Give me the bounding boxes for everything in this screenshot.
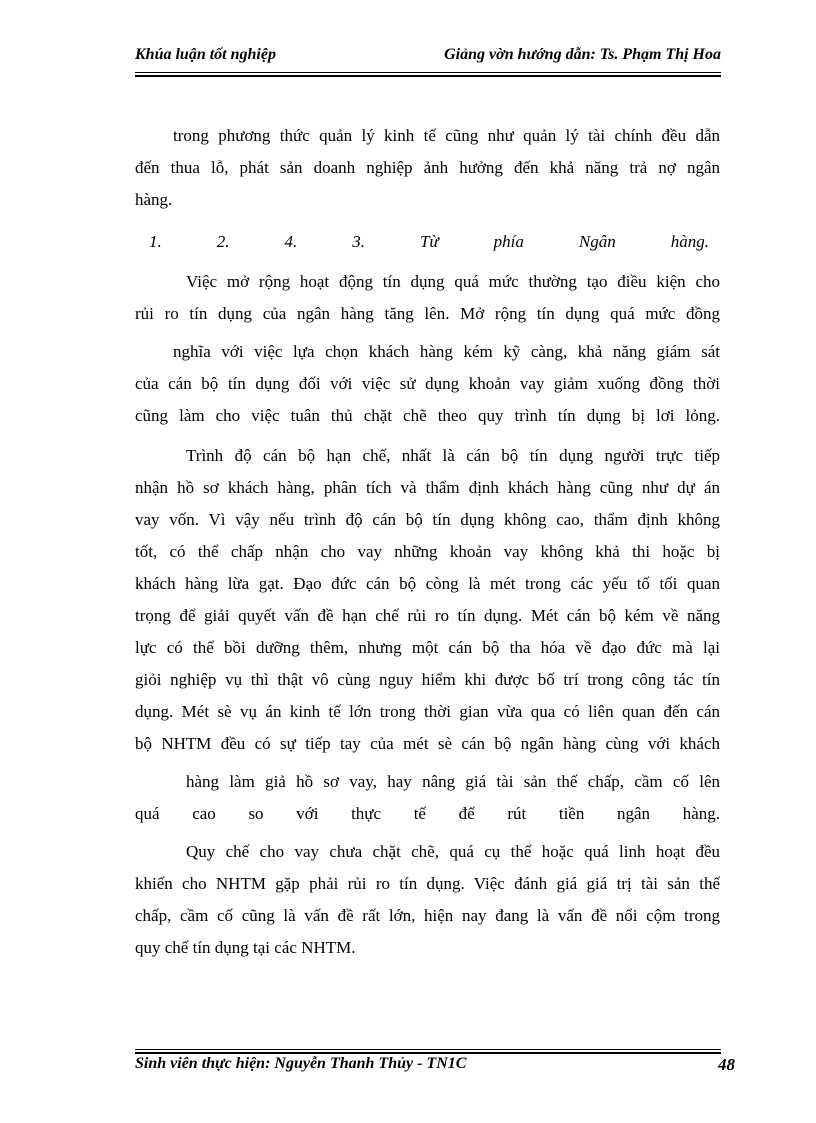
footer-rule-thick [135, 1052, 721, 1054]
text-line: giỏi nghiệp vụ thì thật vô cùng nguy hiểm khi được bố trí trong công tác tín [135, 670, 720, 689]
text-line: bộ NHTM đều có sự tiếp tay của mét sè cán bộ ngân hàng cùng với khách [135, 734, 720, 753]
text-line: khách hàng lừa gạt. Đạo đức cán bộ còng là mét trong các yếu tố tối quan [135, 574, 720, 593]
text-line: dụng. Mét sè vụ án kinh tế lớn trong thời gian vừa qua có liên quan đến cán [135, 702, 720, 721]
text-line: tốt, có thể chấp nhận cho vay những khoản vay không khả thi hoặc bị [135, 542, 720, 561]
text-line: chấp, cầm cố cũng là vấn đề rất lớn, hiện nay đang là vấn đề nổi cộm trong [135, 906, 720, 925]
text-line: cũng làm cho việc tuân thủ chặt chẽ theo quy trình tín dụng bị lơi lỏng. [135, 406, 720, 425]
heading-number: 2. [216, 232, 230, 251]
text-line: trong phương thức quản lý kinh tế cũng như quản lý tài chính đều dẫn [173, 126, 720, 145]
text-line: Việc mở rộng hoạt động tín dụng quá mức thường tạo điều kiện cho [186, 272, 720, 291]
text-line: nhận hồ sơ khách hàng, phân tích và thẩm định khách hàng cũng như dự án [135, 478, 720, 497]
text-line: quy chế tín dụng tại các NHTM. [135, 938, 356, 957]
text-line: quá cao so với thực tế để rút tiền ngân hàng. [135, 804, 720, 823]
text-line: nghĩa với việc lựa chọn khách hàng kém kỹ càng, khả năng giám sát [173, 342, 720, 361]
heading-number: 4. [284, 232, 298, 251]
page-body [135, 120, 720, 964]
text-line: hàng. [135, 190, 173, 209]
text-line: hàng làm giả hồ sơ vay, hay nâng giá tài sản thế chấp, cầm cố lên [186, 772, 720, 791]
heading-word: phía [493, 232, 524, 251]
page-number: 48 [718, 1055, 735, 1074]
heading-number: 3. [352, 232, 365, 251]
header-advisor: Giảng vờn hướng dẫn: Ts. Phạm Thị Hoa [444, 46, 721, 63]
text-line: Quy chế cho vay chưa chặt chẽ, quá cụ thể hoặc quá linh hoạt đều [186, 842, 720, 861]
heading-word: Ngân [578, 232, 616, 251]
footer-student: Sinh viên thực hiện: Nguyễn Thanh Thủy - TN1C [135, 1055, 467, 1072]
text-line: của cán bộ tín dụng đối với việc sử dụng khoản vay giảm xuống đồng thời [135, 374, 720, 393]
heading-word: Từ [419, 232, 439, 251]
footer-rule [135, 1049, 721, 1050]
header-thesis-title: Khúa luận tốt nghiệp [135, 46, 276, 63]
section-heading [135, 226, 720, 258]
text-line: vay vốn. Vì vậy nếu trình độ cán bộ tín dụng không cao, thẩm định không [135, 510, 720, 529]
heading-word: hàng. [670, 232, 709, 251]
header-rule [135, 72, 721, 73]
heading-number: 1. [149, 232, 162, 251]
text-line: Trình độ cán bộ hạn chế, nhất là cán bộ tín dụng người trực tiếp [186, 446, 720, 465]
page-header [135, 46, 721, 64]
page-footer [135, 1055, 735, 1075]
text-line: đến thua lỗ, phát sản doanh nghiệp ảnh hưởng đến khả năng trả nợ ngân [135, 158, 720, 177]
text-line: rủi ro tín dụng của ngân hàng tăng lên. Mở rộng tín dụng quá mức đồng [135, 304, 720, 323]
header-rule-thick [135, 75, 721, 77]
text-line: trọng để giải quyết vấn đề hạn chế rủi ro tín dụng. Mét cán bộ kém về năng [135, 606, 720, 625]
text-line: khiến cho NHTM gặp phải rủi ro tín dụng. Việc đánh giá giá trị tài sản thế [135, 874, 720, 893]
text-line: lực có thể bồi dưỡng thêm, nhưng một cán bộ tha hóa về đạo đức mà lại [135, 638, 720, 657]
